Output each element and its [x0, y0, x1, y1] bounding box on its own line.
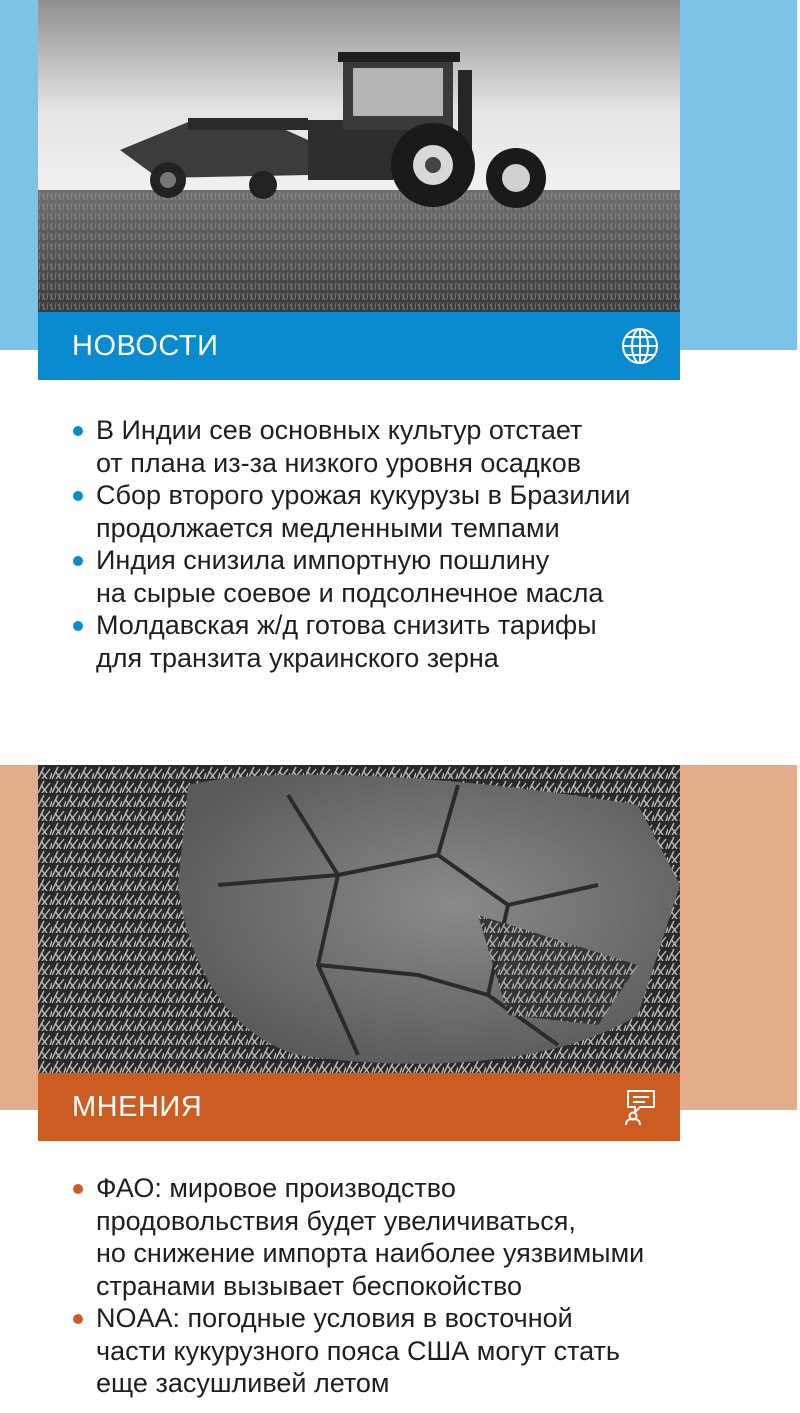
- opinions-section: [0, 765, 800, 1413]
- list-item: ФАО: мировое производство продовольствия будет увеличиваться, но снижение импорта наиболее уязвимыми странами вызывает беспокойство: [72, 1172, 772, 1302]
- news-list: [72, 414, 772, 674]
- tractor-photo: [38, 0, 680, 312]
- list-item: В Индии сев основных культур отстает от плана из-за низкого уровня осадков: [72, 414, 772, 479]
- opinions-list: [72, 1172, 772, 1400]
- opinions-header-bar: [38, 1073, 680, 1141]
- news-header-bar: [38, 312, 680, 380]
- opinions-title: МНЕНИЯ: [72, 1090, 203, 1123]
- list-item: Молдавская ж/д готова снизить тарифы для транзита украинского зерна: [72, 609, 772, 674]
- speaker-speech-bubble-icon: [620, 1087, 660, 1127]
- list-item: Индия снизила импортную пошлину на сырые соевое и подсолнечное масла: [72, 544, 772, 609]
- cracked-soil-photo: [38, 765, 680, 1073]
- list-item: NOAA: погодные условия в восточной части кукурузного пояса США могут стать еще засушливей летом: [72, 1302, 772, 1400]
- globe-icon: [620, 326, 660, 366]
- list-item: Сбор второго урожая кукурузы в Бразилии продолжается медленными темпами: [72, 479, 772, 544]
- news-title: НОВОСТИ: [72, 329, 219, 362]
